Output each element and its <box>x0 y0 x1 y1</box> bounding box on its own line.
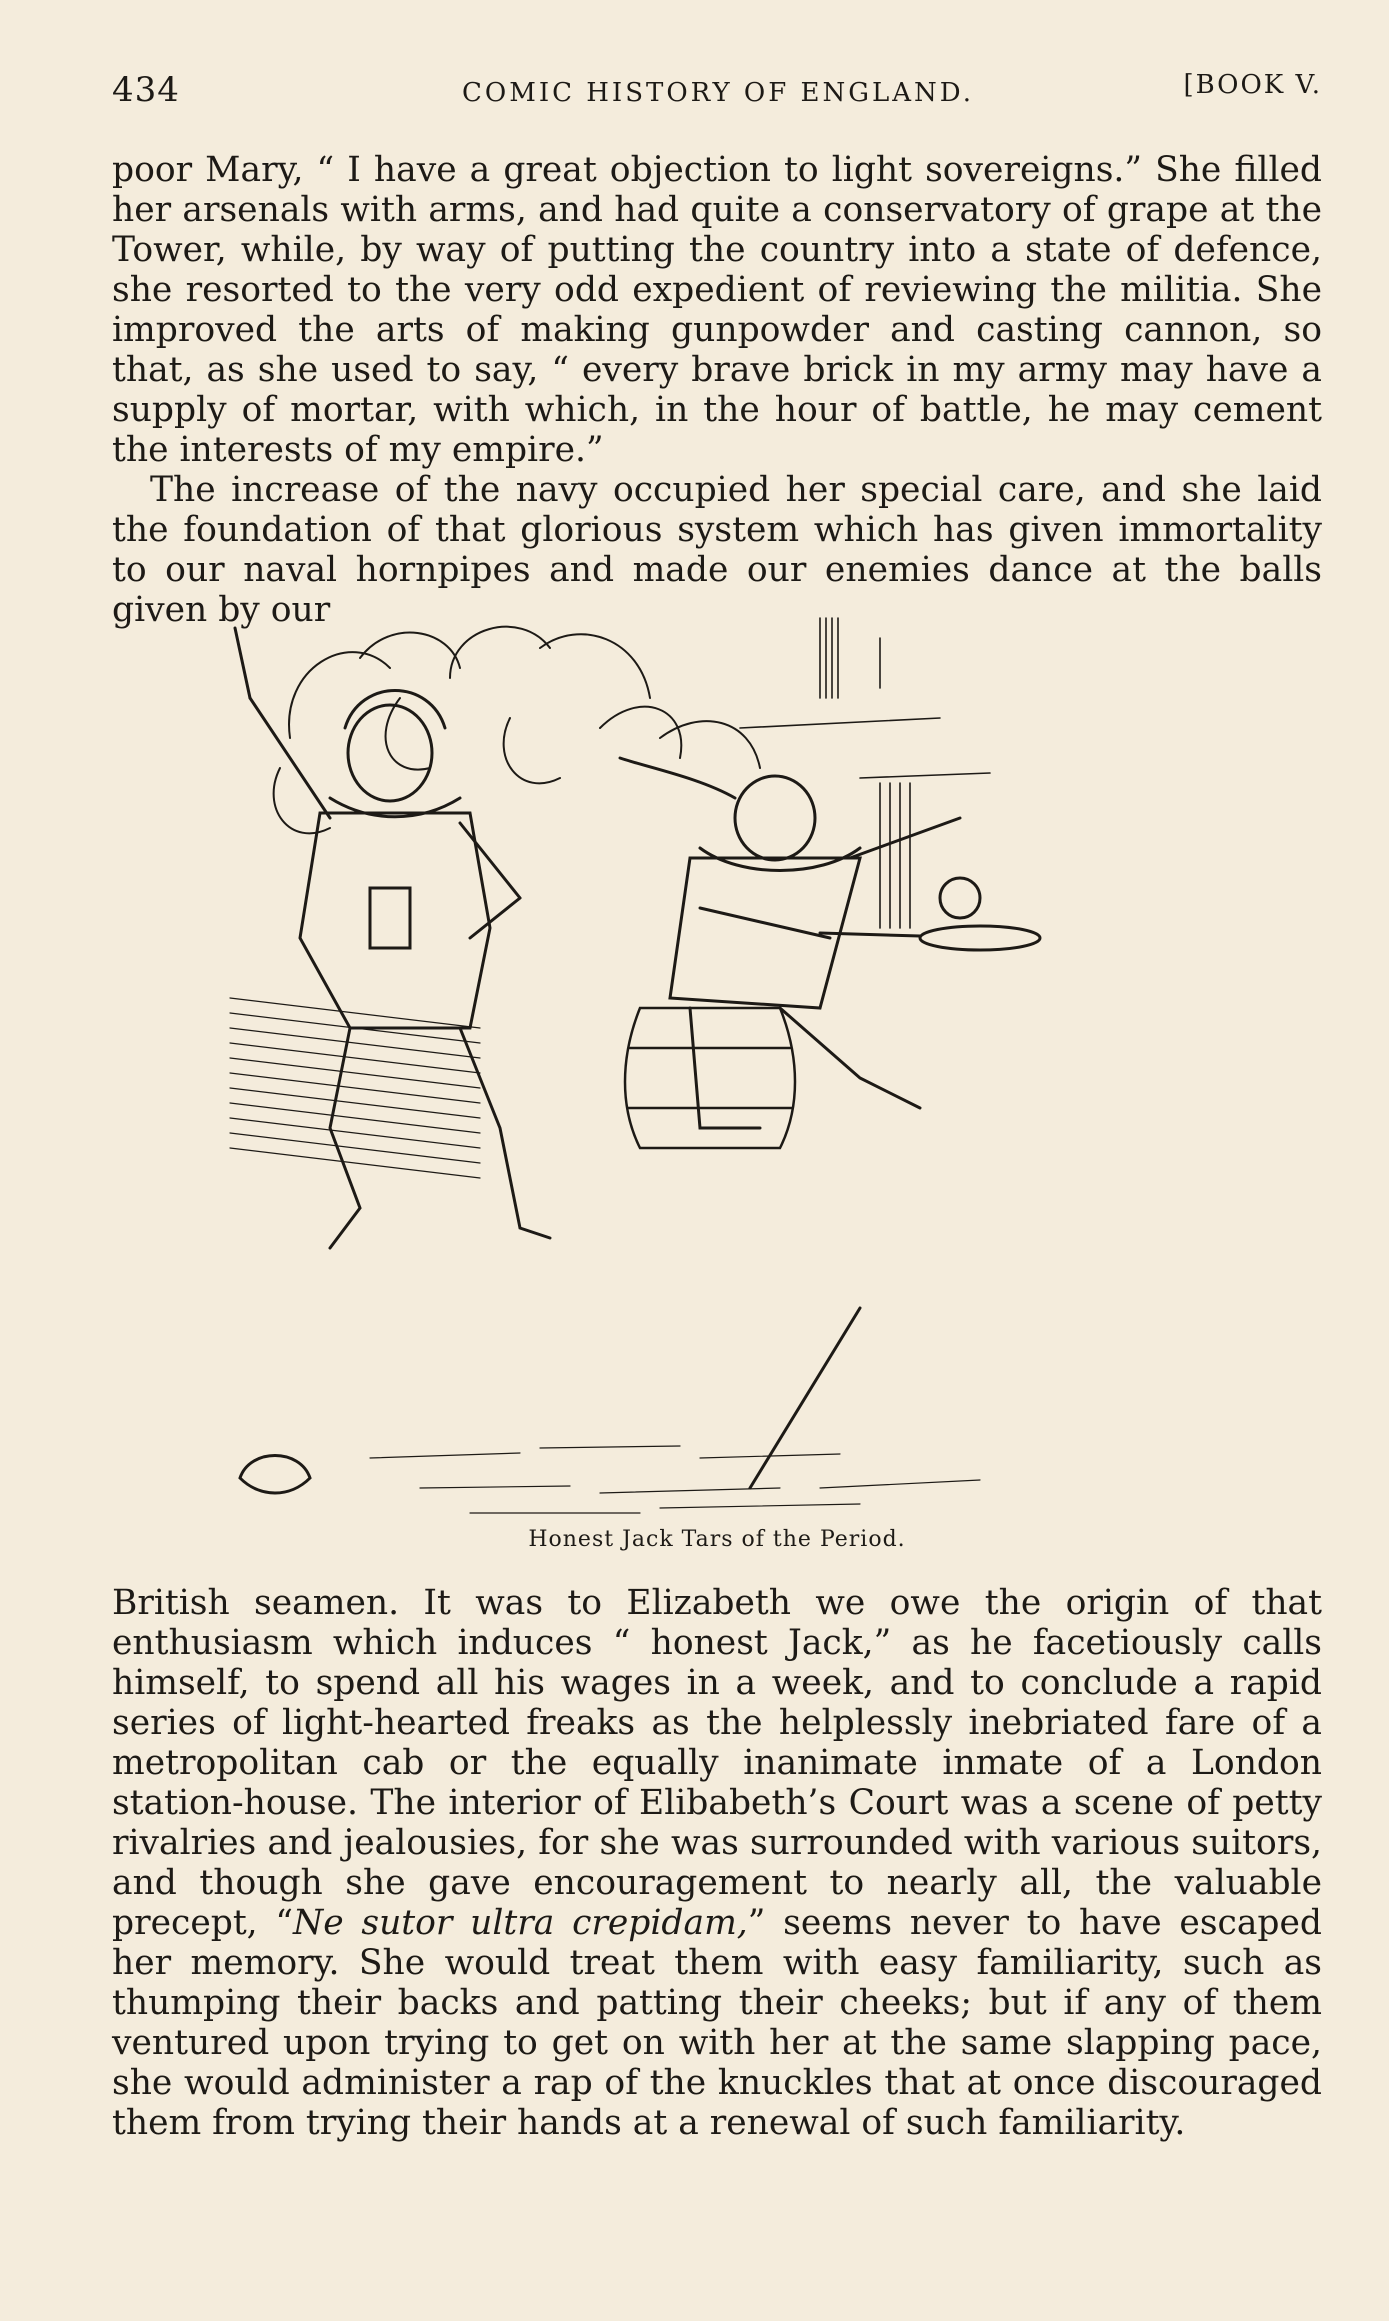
floor-hatching <box>230 998 980 1513</box>
paragraph-continued: poor Mary, “ I have a great objection to light sovereigns.” She filled her arsenals with arms, and had quite a conservatory of grape at the Tower, while, by way of putting the country into a state of defence, she resorted to the very odd expedient of reviewing the militia. She improved the arts of making gunpowder and casting cannon, so that, as she used to say, “ every brave brick in my army may have a supply of mortar, with which, in the hour of battle, he may cement the interests of my empire.” <box>112 150 1322 470</box>
book-marker: [BOOK V. <box>1183 70 1322 100</box>
seated-sailor-figure <box>620 758 1040 1128</box>
background-lines <box>740 618 990 928</box>
text-block-top <box>112 150 1322 630</box>
dancing-sailor-figure <box>235 628 550 1248</box>
text-block-bottom <box>112 1583 1322 2143</box>
text-before-latin: British seamen. It was to Elizabeth we owe the origin of that enthusiasm which induces “ honest Jack,” as he facetiously calls himself, to spend all his wages in a week, and to conclude a rapid series of light-hearted freaks as the helplessly inebriated fare of a metropolitan cab or the equally inanimate inmate of a London station-house. The interior of Elibabeth’s Court was a scene of petty rivalries and jealousies, for she was surrounded with various suitors, and though she gave encouragement to nearly all, the valuable precept, “ <box>112 1583 1322 1943</box>
text-after-latin: ” seems never to have escaped her memory. She would treat them with easy familiarity, such as thumping their backs and patting their cheeks; but if any of them ventured upon trying to get on with her at the same slapping pace, she would administer a rap of the knuckles that at once discouraged them from trying their hands at a renewal of such familiarity. <box>112 1903 1322 2143</box>
paragraph-navy: The increase of the navy occupied her special care, and she laid the foundation of that glorious system which has given immortality to our naval hornpipes and made our enemies dance at the balls given by our <box>112 470 1322 630</box>
illustration-caption: Honest Jack Tars of the Period. <box>528 1527 906 1552</box>
smoke-clouds <box>274 627 760 834</box>
latin-phrase: Ne sutor ultra crepidam, <box>293 1903 748 1943</box>
running-header <box>112 70 1322 120</box>
engraving-illustration <box>220 608 1220 1528</box>
floor-props <box>240 1308 860 1493</box>
page-number: 434 <box>112 70 180 110</box>
paragraph-seamen <box>112 1583 1322 2143</box>
running-title: COMIC HISTORY OF ENGLAND. <box>462 78 974 108</box>
